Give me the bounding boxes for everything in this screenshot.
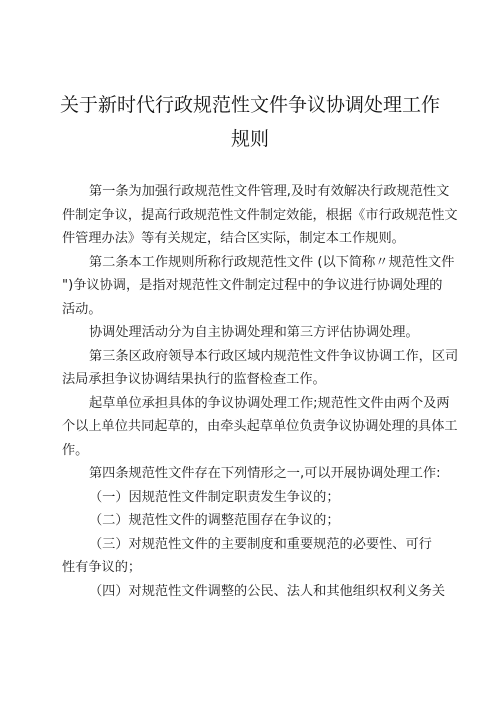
article-3-line-1: 第三条区政府领导本行政区域内规范性文件争议协调工作，区司	[89, 348, 459, 364]
article-1-line-2: 件制定争议，提高行政规范性文件制定效能，根据《市行政规范性文	[62, 207, 458, 223]
article-2-line-2: ")争议协调，是指对规范性文件制定过程中的争议进行协调处理的	[62, 278, 443, 293]
article-2-line-1: 第二条本工作规则所称行政规范性文件 (以下简称〃规范性文件	[89, 254, 455, 270]
article-2-para-2: 协调处理活动分为自主协调处理和第三方评估协调处理。	[89, 325, 419, 340]
article-3-line-2: 法局承担争议协调结果执行的监督检查工作。	[62, 372, 326, 387]
article-4-item-4-line-1: （四）对规范性文件调整的公民、法人和其他组织权利义务关	[89, 583, 446, 599]
article-1-line-1: 第一条为加强行政规范性文件管理,及时有效解决行政规范性文	[89, 184, 450, 199]
document-body	[62, 180, 459, 603]
document-title-line-1: 关于新时代行政规范性文件争议协调处理工作	[59, 94, 440, 116]
article-4-item-3-line-1: （三）对规范性文件的主要制度和重要规范的必要性、可行	[89, 536, 432, 552]
article-4-item-1: （一）因规范性文件制定职责发生争议的；	[89, 489, 340, 505]
article-1-line-3: 件管理办法》等有关规定，结合区实际，制定本工作规则。	[62, 231, 405, 246]
article-3-para-2-line-3: 作。	[62, 442, 89, 458]
article-4-item-2: （二）规范性文件的调整范围存在争议的；	[89, 513, 340, 528]
document-title-line-2: 规则	[230, 128, 269, 150]
article-3-para-2-line-2: 个以上单位共同起草的，由牵头起草单位负责争议协调处理的具体工	[62, 419, 458, 434]
article-4-line-1: 第四条规范性文件存在下列情形之一,可以开展协调处理工作:	[89, 466, 441, 481]
article-4-item-3-line-2: 性有争议的；	[62, 560, 142, 575]
article-3-para-2-line-1: 起草单位承担具体的争议协调处理工作;规范性文件由两个及两	[89, 395, 450, 411]
article-2-line-3: 活动。	[62, 301, 102, 317]
